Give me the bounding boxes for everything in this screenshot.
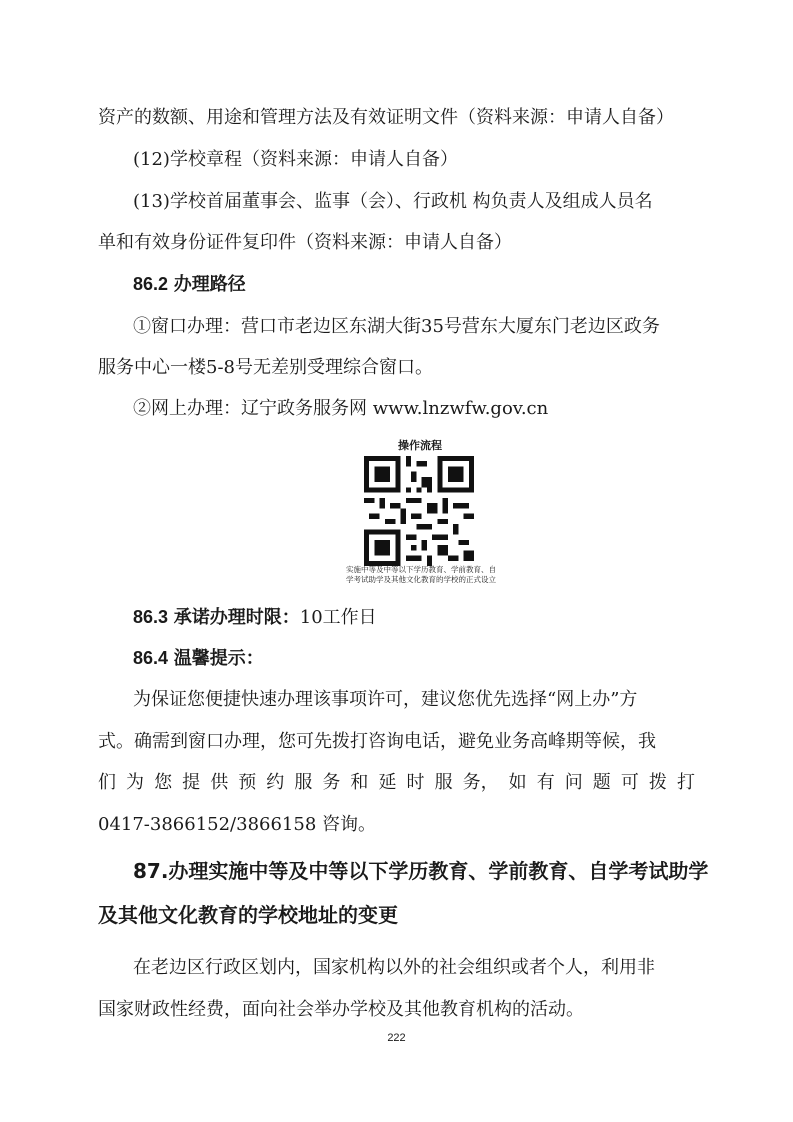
qr-code-image <box>364 456 474 566</box>
section-title: 办理路径 <box>173 274 246 295</box>
section-heading-86-4 <box>133 647 264 670</box>
text-line: (13)学校首届董事会、监事（会）、行政机 构负责人及组成人员名 <box>133 191 653 212</box>
text-line: 资产的数额、用途和管理方法及有效证明文件（资料来源：申请人自备） <box>98 107 674 128</box>
char: 为 <box>126 772 145 793</box>
char: 题 <box>592 772 611 793</box>
char: 问 <box>564 772 583 793</box>
section-title: 承诺办理时限： <box>173 607 300 628</box>
text-line: 单和有效身份证件复印件（资料来源：申请人自备） <box>98 232 512 253</box>
text-line: 式。确需到窗口办理，您可先拨打咨询电话，避免业务高峰期等候，我 <box>98 731 656 752</box>
text-line: 0417-3866152/3866158 咨询。 <box>98 814 377 835</box>
char: 时 <box>406 772 425 793</box>
char: 延 <box>378 772 397 793</box>
char: 务 <box>322 772 341 793</box>
time-limit-value: 10工作日 <box>299 607 377 628</box>
section-heading-87-cont: 及其他文化教育的学校地址的变更 <box>98 903 398 927</box>
qr-code-icon <box>364 456 474 566</box>
text-line: ①窗口办理：营口市老边区东湖大街35号营东大厦东门老边区政务 <box>133 316 660 337</box>
char: 拨 <box>648 772 667 793</box>
text-line: 国家财政性经费，面向社会举办学校及其他教育机构的活动。 <box>98 999 584 1020</box>
char: 打 <box>676 772 695 793</box>
section-number: 86.3 <box>133 607 169 627</box>
char: 务， <box>462 772 499 793</box>
justified-line <box>98 772 695 794</box>
char: 们 <box>98 772 116 793</box>
char: 如 <box>508 772 527 793</box>
char: 服 <box>434 772 453 793</box>
char: 约 <box>266 772 285 793</box>
section-heading-87: 87.办理实施中等及中等以下学历教育、学前教育、自学考试助学 <box>133 859 709 883</box>
char: 可 <box>620 772 639 793</box>
qr-caption <box>336 565 506 585</box>
text-line: ②网上办理：辽宁政务服务网 www.lnzwfw.gov.cn <box>133 398 549 419</box>
page-number: 222 <box>387 1032 406 1044</box>
text-line: 在老边区行政区划内，国家机构以外的社会组织或者个人，利用非 <box>133 957 655 978</box>
text-line: 服务中心一楼5-8号无差别受理综合窗口。 <box>98 357 433 378</box>
text-line: 为保证您便捷快速办理该事项许可，建议您优先选择“网上办”方 <box>133 689 638 710</box>
char: 和 <box>350 772 369 793</box>
section-heading-86-3 <box>133 606 377 629</box>
section-heading-86-2 <box>133 273 246 296</box>
qr-caption-line: 实施中等及中等以下学历教育、学前教育、自 <box>346 565 496 574</box>
char: 有 <box>536 772 555 793</box>
section-number: 86.2 <box>133 274 169 294</box>
char: 您 <box>154 772 173 793</box>
char: 提 <box>182 772 201 793</box>
text-line: (12)学校章程（资料来源：申请人自备） <box>133 149 458 170</box>
char: 预 <box>238 772 257 793</box>
qr-title: 操作流程 <box>398 439 442 452</box>
section-number: 86.4 <box>133 648 169 668</box>
char: 供 <box>210 772 229 793</box>
char: 服 <box>294 772 313 793</box>
qr-caption-line: 学考试助学及其他文化教育的学校的正式设立 <box>346 575 496 584</box>
section-title: 温馨提示： <box>173 648 264 669</box>
